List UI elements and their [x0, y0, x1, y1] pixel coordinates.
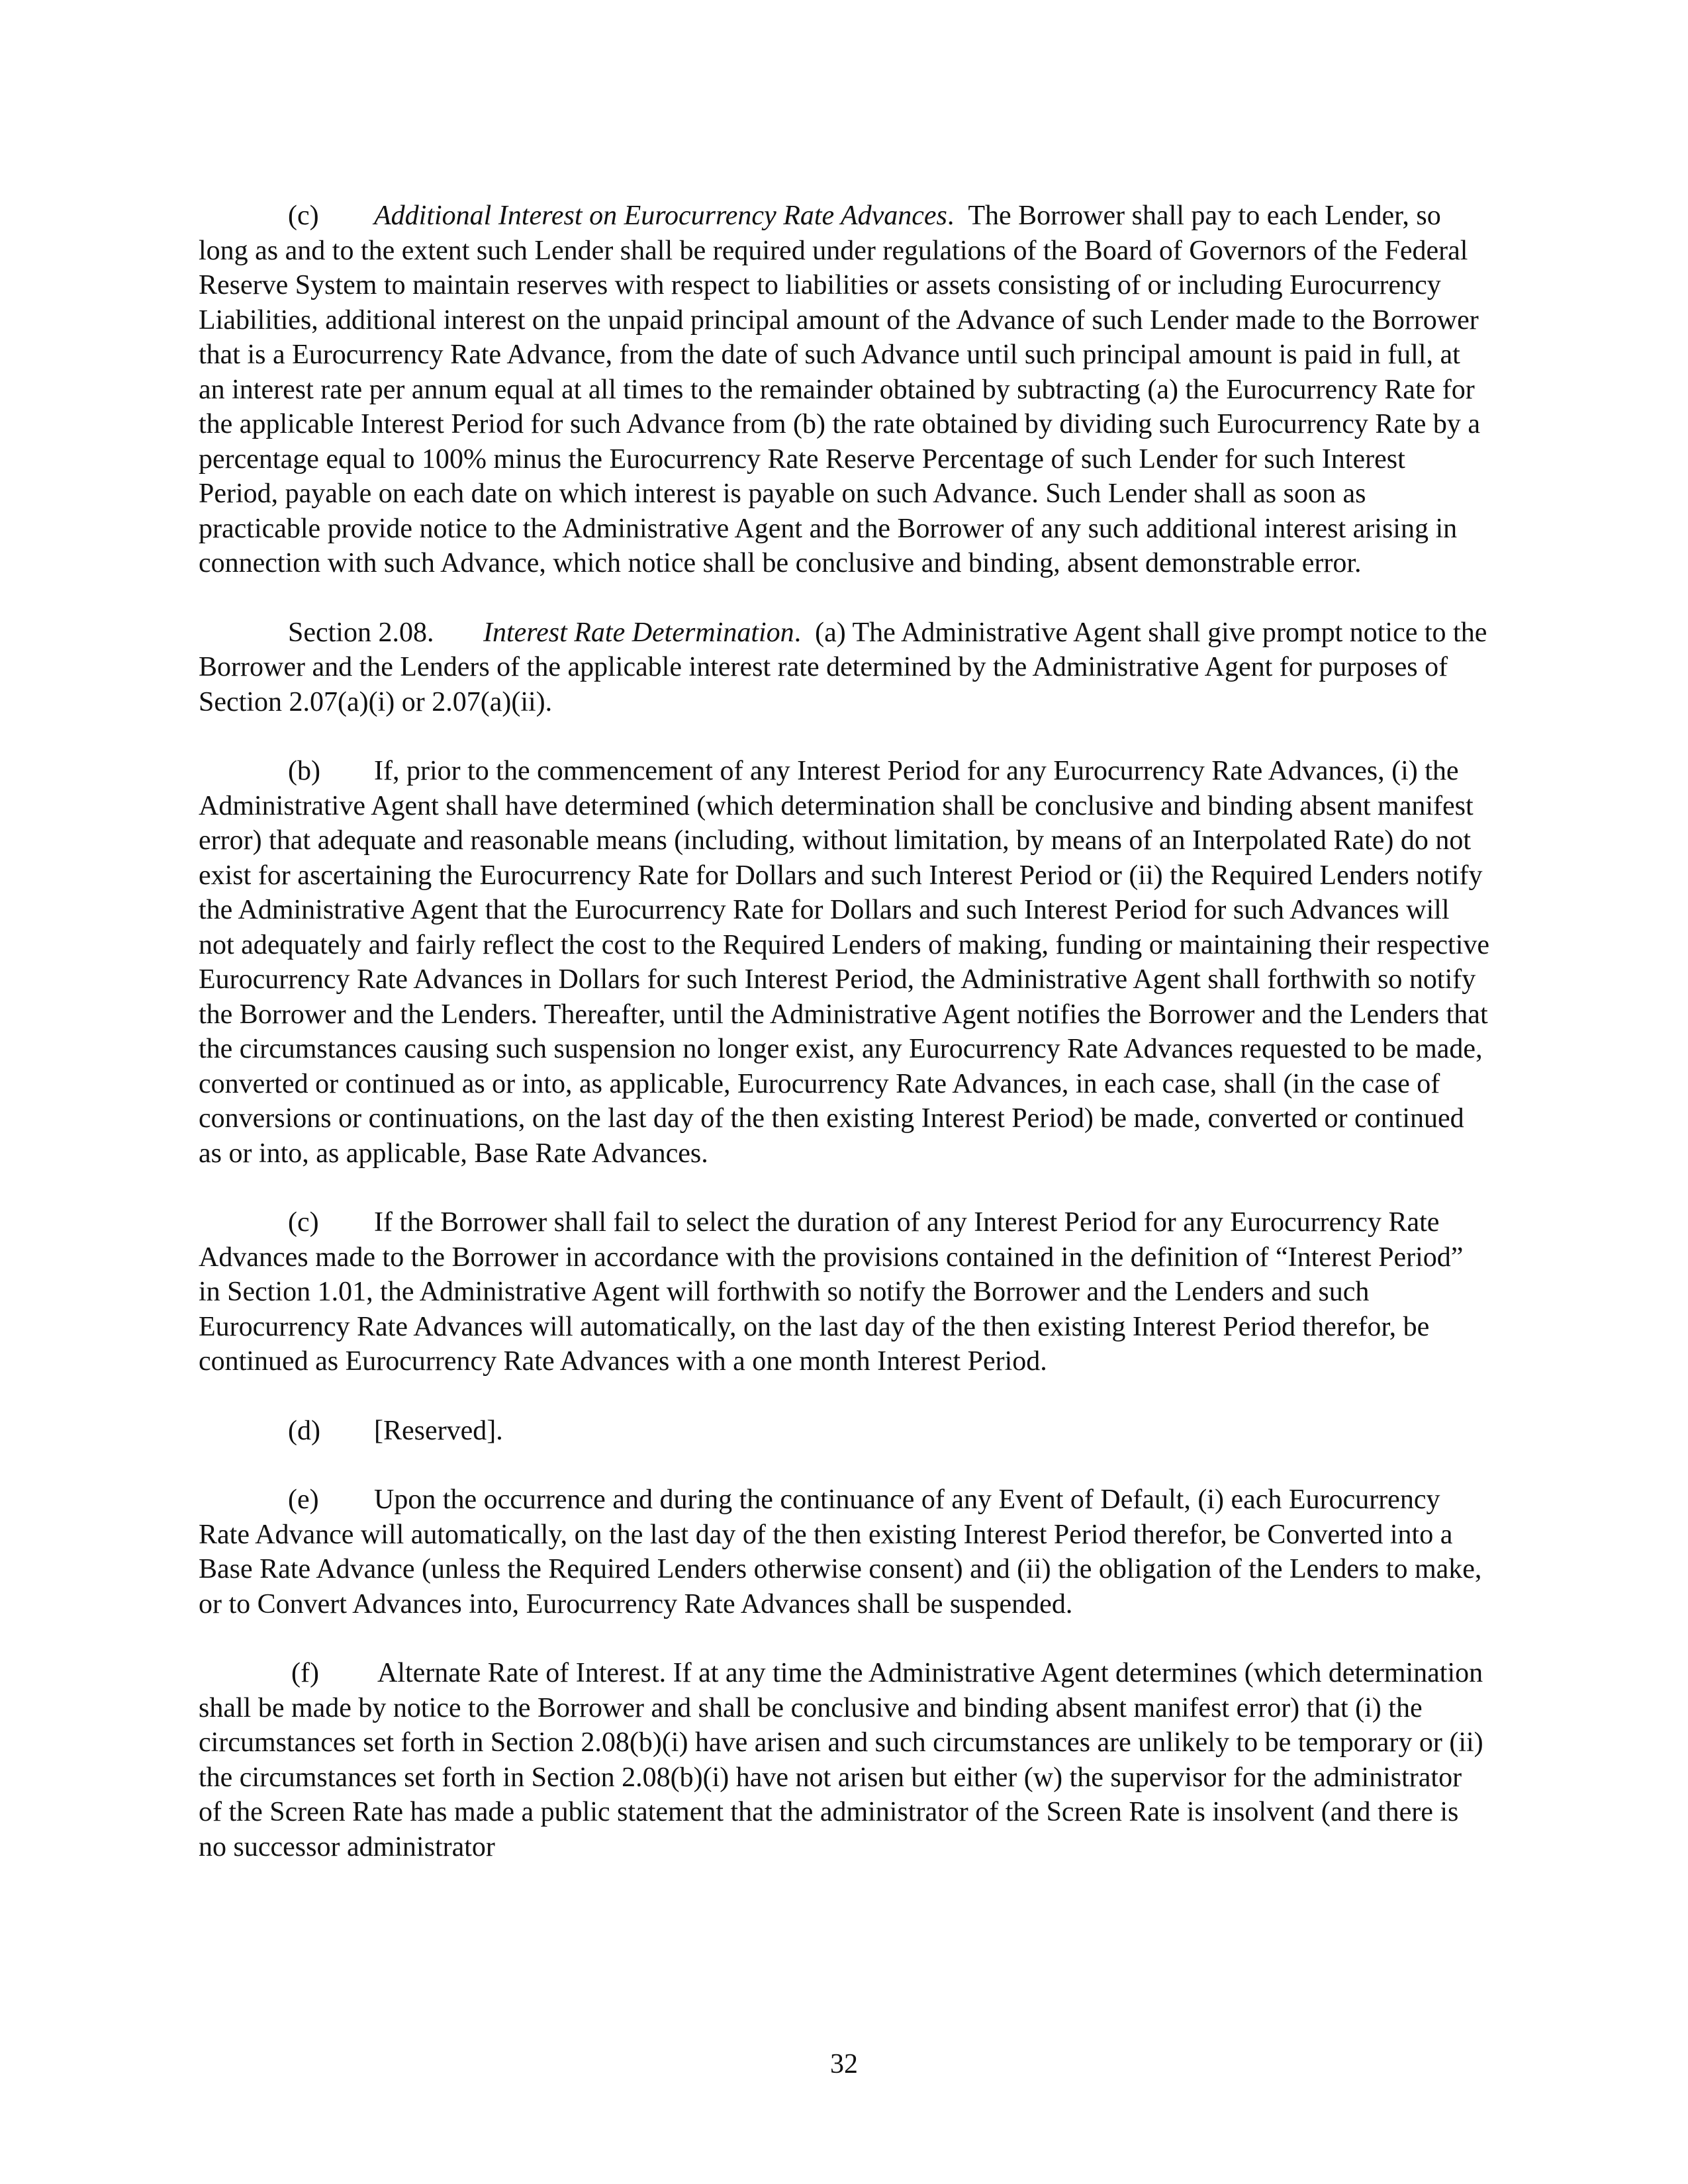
paragraph-text: (a) The Administrative Agent shall give prompt notice to the Borrower and the Lenders of the applicable interest rate determined by the Administrative Agent for purposes of Section 2.07(a)(i) or 2.07(a)(ii).: [199, 617, 1487, 717]
paragraph-text: Alternate Rate of Interest. If at any time the Administrative Agent determines (which determination shall be made by notice to the Borrower and shall be conclusive and binding absent manifest error) that (i) the circumstances set forth in Section 2.08(b)(i) have arisen and such circumstances are unlikely to be temporary or (ii) the circumstances set forth in Section 2.08(b)(i) have not arisen but either (w) the supervisor for the administrator of the Screen Rate has made a public statement that the administrator of the Screen Rate is insolvent (and there is no successor administrator: [199, 1658, 1483, 1862]
paragraph-marker: (c): [288, 1207, 319, 1238]
paragraph-text: If, prior to the commencement of any Interest Period for any Eurocurrency Rate Advances, (i) the Administrative Agent shall have determined (which determination shall be conclusive and binding absent manifest error) that adequate and reasonable means (including, without limitation, by means of an Interpolated Rate) do not exist for ascertaining the Eurocurrency Rate for Dollars and such Interest Period or (ii) the Required Lenders notify the Administrative Agent that the Eurocurrency Rate for Dollars and such Interest Period for such Advances will not adequately and fairly reflect the cost to the Required Lenders of making, funding or maintaining their respective Eurocurrency Rate Advances in Dollars for such Interest Period, the Administrative Agent shall forthwith so notify the Borrower and the Lenders. Thereafter, until the Administrative Agent notifies the Borrower and the Lenders that the circumstances causing such suspension no longer exist, any Eurocurrency Rate Advances requested to be made, converted or continued as or into, as applicable, Eurocurrency Rate Advances, in each case, shall (in the case of conversions or continuations, on the last day of the then existing Interest Period) be made, converted or continued as or into, as applicable, Base Rate Advances.: [199, 756, 1490, 1169]
paragraph-marker: (d): [288, 1415, 320, 1446]
section-heading: Interest Rate Determination: [483, 617, 794, 648]
page-number: 32: [830, 2049, 858, 2079]
page-body: [199, 199, 1489, 1899]
paragraph-marker: (b): [288, 756, 320, 786]
paragraph-text: The Borrower shall pay to each Lender, so long as and to the extent such Lender shall be required under regulations of the Board of Governors of the Federal Reserve System to maintain reserves with respect to liabilities or assets consisting of or including Eurocurrency Liabilities, additional interest on the unpaid principal amount of the Advance of such Lender made to the Borrower that is a Eurocurrency Rate Advance, from the date of such Advance until such principal amount is paid in full, at an interest rate per annum equal at all times to the remainder obtained by subtracting (a) the Eurocurrency Rate for the applicable Interest Period for such Advance from (b) the rate obtained by dividing such Eurocurrency Rate by a percentage equal to 100% minus the Eurocurrency Rate Reserve Percentage of such Lender for such Interest Period, payable on each date on which interest is payable on such Advance. Such Lender shall as soon as practicable provide notice to the Administrative Agent and the Borrower of any such additional interest arising in connection with such Advance, which notice shall be conclusive and binding, absent demonstrable error.: [199, 201, 1480, 578]
paragraph-heading: Additional Interest on Eurocurrency Rate Advances: [374, 201, 947, 231]
heading-period: .: [794, 617, 802, 648]
paragraph-b: [199, 754, 1489, 1171]
paragraph-marker: (e): [288, 1484, 319, 1515]
section-marker: Section 2.08.: [288, 617, 434, 648]
paragraph-f: [199, 1656, 1489, 1864]
paragraph-text: [Reserved].: [374, 1415, 503, 1446]
paragraph-marker: (c): [288, 201, 319, 231]
paragraph-d: [199, 1414, 1489, 1449]
paragraph-text: Upon the occurrence and during the continuance of any Event of Default, (i) each Eurocurrency Rate Advance will automatically, on the last day of the then existing Interest Period therefor, be Converted into a Base Rate Advance (unless the Required Lenders otherwise consent) and (ii) the obligation of the Lenders to make, or to Convert Advances into, Eurocurrency Rate Advances shall be suspended.: [199, 1484, 1482, 1619]
paragraph-text: If the Borrower shall fail to select the duration of any Interest Period for any Eurocurrency Rate Advances made to the Borrower in accordance with the provisions contained in the definition of “Interest Period” in Section 1.01, the Administrative Agent will forthwith so notify the Borrower and the Lenders and such Eurocurrency Rate Advances will automatically, on the last day of the then existing Interest Period therefor, be continued as Eurocurrency Rate Advances with a one month Interest Period.: [199, 1207, 1464, 1377]
paragraph-c: [199, 1205, 1489, 1379]
paragraph-marker: (f): [291, 1658, 319, 1688]
heading-period: .: [947, 201, 955, 231]
paragraph-c-additional-interest: [199, 199, 1489, 581]
paragraph-e: [199, 1482, 1489, 1621]
paragraph-section-2-08: [199, 615, 1489, 720]
